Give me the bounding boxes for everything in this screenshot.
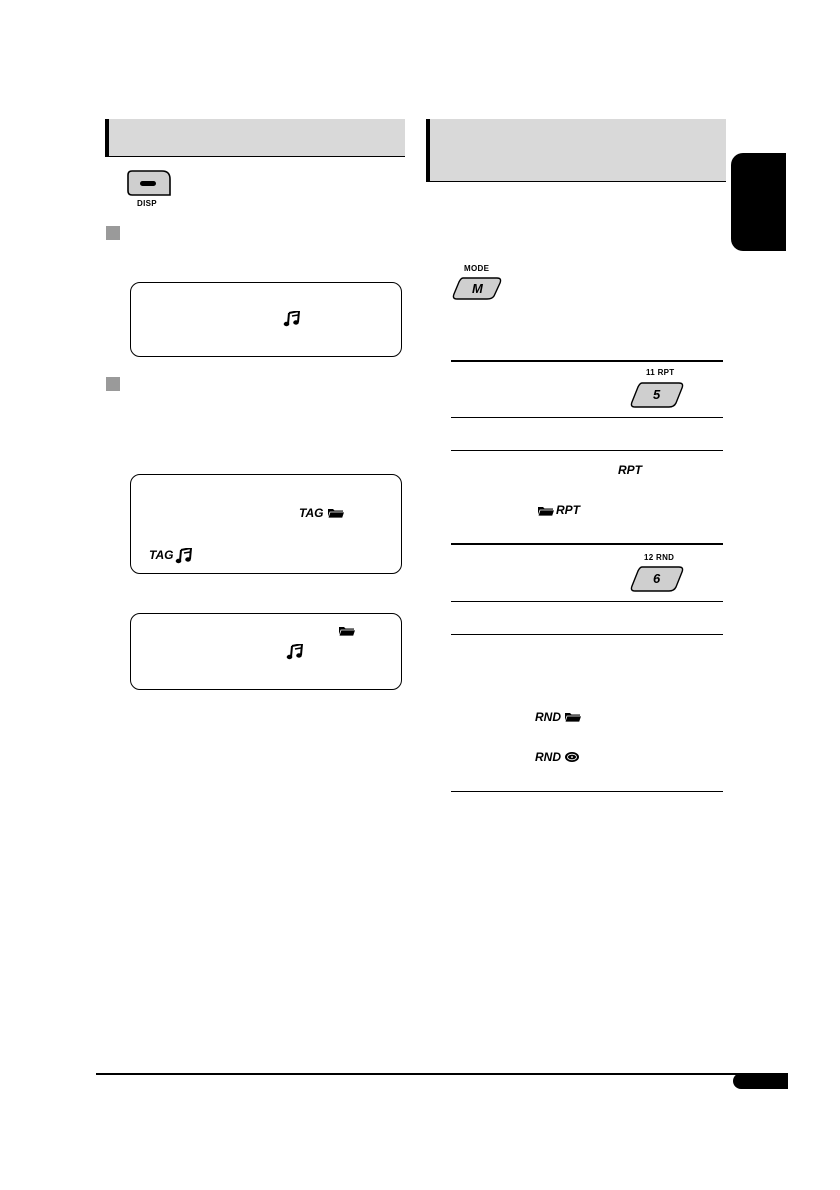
- rnd-button[interactable]: [629, 565, 685, 592]
- rnd-button-key: 6: [653, 571, 661, 586]
- note-icon: [286, 644, 304, 660]
- disp-button-icon: [126, 169, 172, 197]
- step-2-marker: [106, 377, 120, 391]
- display-example-3: [130, 613, 402, 690]
- page-number-pill: [733, 1073, 788, 1089]
- divider: [451, 634, 723, 635]
- right-section-header: [426, 119, 726, 182]
- rnd-indicator: RND: [535, 710, 561, 724]
- rpt-button-key: 5: [653, 387, 661, 402]
- divider: [451, 417, 723, 418]
- folder-icon: [327, 507, 345, 519]
- tag-label: TAG: [149, 548, 174, 562]
- disp-button-label: DISP: [137, 199, 157, 208]
- note-icon: [283, 311, 301, 327]
- left-section-header: [105, 119, 405, 157]
- rnd-indicator: RND: [535, 750, 561, 764]
- divider: [451, 543, 723, 545]
- mode-button-label: MODE: [464, 264, 490, 273]
- folder-icon: [564, 711, 582, 723]
- rnd-button-label: 12 RND: [644, 553, 675, 562]
- rpt-button[interactable]: [629, 381, 685, 408]
- display-example-2: [130, 474, 402, 574]
- divider: [451, 601, 723, 602]
- mode-button[interactable]: [451, 276, 503, 300]
- disc-icon: [564, 751, 580, 763]
- tag-label: TAG: [299, 506, 324, 520]
- rpt-indicator: RPT: [556, 503, 580, 517]
- folder-icon: [338, 625, 356, 637]
- divider: [451, 360, 723, 362]
- folder-icon: [537, 505, 555, 517]
- step-1-marker: [106, 226, 120, 240]
- divider: [451, 791, 723, 792]
- disp-button[interactable]: [126, 169, 172, 197]
- mode-button-key: M: [472, 281, 483, 296]
- rpt-indicator: RPT: [618, 463, 642, 477]
- divider: [451, 450, 723, 451]
- footer-rule: [96, 1073, 788, 1075]
- language-tab: [731, 153, 786, 251]
- note-icon: [175, 548, 193, 564]
- rpt-button-label: 11 RPT: [646, 368, 675, 377]
- display-example-1: [130, 282, 402, 357]
